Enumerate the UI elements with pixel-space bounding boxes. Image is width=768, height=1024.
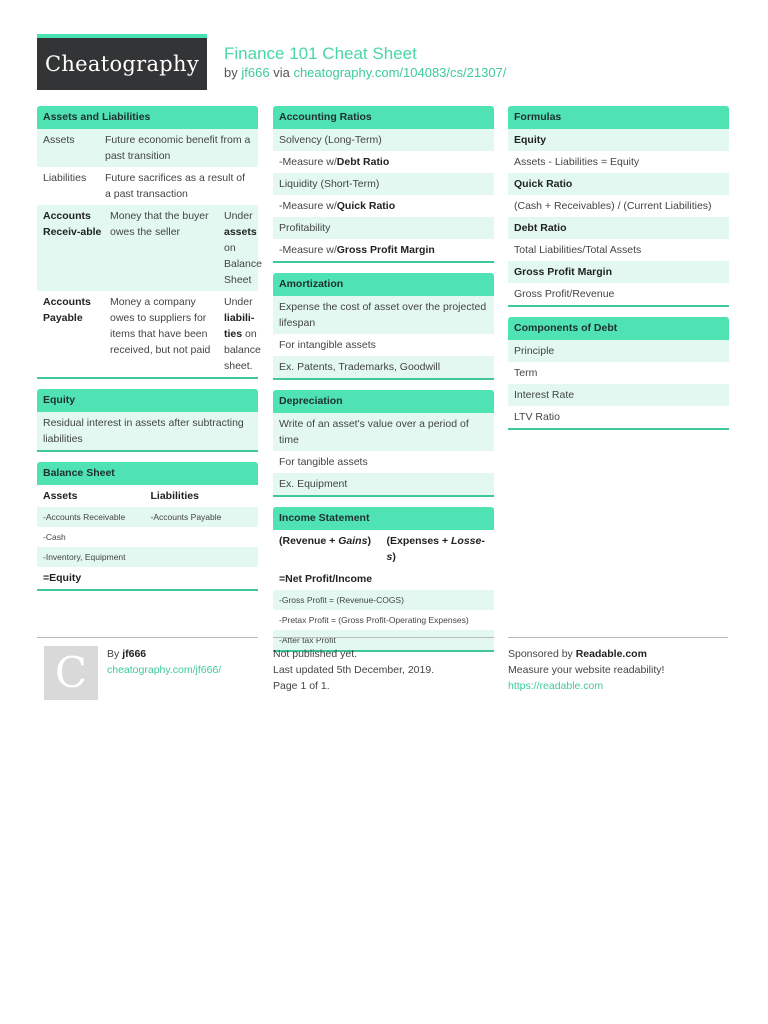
sponsor-line: Sponsored by Readable.com [508, 648, 647, 660]
footer [37, 637, 728, 707]
column-header: Liabilities [150, 490, 199, 502]
author-profile-link[interactable]: cheatography.com/jf666/ [107, 664, 222, 676]
logo-text: Cheatography [44, 52, 200, 76]
column-2 [273, 106, 494, 662]
by-word: by [224, 65, 238, 80]
table-row: -Cash [43, 532, 66, 542]
byline [224, 65, 506, 80]
footer-sponsor [508, 637, 728, 694]
section-header: Depreciation [273, 390, 494, 413]
table-row [37, 167, 258, 205]
sponsor-name[interactable]: Readable.com [575, 648, 647, 660]
sponsor-tagline: Measure your website readability! [508, 664, 665, 676]
section-header: Components of Debt [508, 317, 729, 340]
list-item: Interest Rate [508, 384, 729, 406]
income-statement-section [273, 507, 494, 652]
section-header: Amortization [273, 273, 494, 296]
cell: -Accounts Payable [150, 512, 222, 522]
amortization-section [273, 273, 494, 380]
section-header: Income Statement [273, 507, 494, 530]
list-item: Total Liabilities/Total Assets [514, 244, 642, 256]
author-link[interactable]: jf666 [241, 65, 270, 80]
list-item: =Net Profit/Income [279, 573, 373, 585]
table-row [273, 530, 494, 568]
definition: Future sacrifices as a result of a past transaction [105, 172, 246, 200]
list-item: Debt Ratio [508, 217, 729, 239]
section-header: Balance Sheet [37, 462, 258, 485]
list-item: Gross Profit/Revenue [514, 288, 615, 300]
table-row [37, 205, 262, 291]
author-name[interactable]: jf666 [122, 648, 147, 660]
avatar[interactable]: C [44, 646, 98, 700]
column-3 [508, 106, 729, 440]
author-line: By jf666 [107, 648, 147, 660]
list-item: Principle [508, 340, 729, 362]
list-item: Expense the cost of asset over the projected lifespan [273, 296, 494, 334]
cell: (Revenue + Gains) [279, 535, 371, 547]
publish-status: Not published yet. [273, 648, 358, 660]
page-number: Page 1 of 1. [273, 680, 330, 692]
footer-meta [273, 637, 494, 694]
list-item: -Measure w/Debt Ratio [279, 156, 390, 168]
equity-section [37, 389, 258, 452]
list-item: (Cash + Receivables) / (Current Liabilities) [514, 200, 712, 212]
definition: Money a company owes to suppliers for items that have been received, but not paid [110, 296, 211, 356]
column-1 [37, 106, 262, 601]
definition: Residual interest in assets after subtracting liabilities [37, 412, 258, 450]
sheet-url-link[interactable]: cheatography.com/104083/cs/21307/ [293, 65, 507, 80]
cell: (Expenses + Losse-s) [386, 535, 485, 563]
table-row: -Inventory, Equipment [37, 547, 258, 567]
table-row [37, 507, 258, 527]
last-updated: Last updated 5th December, 2019. [273, 664, 435, 676]
list-item: -Gross Profit = (Revenue-COGS) [273, 590, 494, 610]
section-header: Equity [37, 389, 258, 412]
list-item: Ex. Equipment [273, 473, 494, 495]
list-item: Ex. Patents, Trademarks, Goodwill [273, 356, 494, 378]
list-item: Write of an asset's value over a period of time [273, 413, 494, 451]
list-item: Assets - Liabilities = Equity [514, 156, 640, 168]
debt-section [508, 317, 729, 430]
cheatography-logo[interactable] [37, 34, 207, 90]
table-header-row [37, 485, 258, 507]
column-header: Assets [43, 490, 78, 502]
formulas-section [508, 106, 729, 307]
table-row: =Equity [43, 572, 82, 584]
sponsor-link[interactable]: https://readable.com [508, 680, 604, 692]
list-item: -Measure w/Gross Profit Margin [279, 244, 435, 256]
footer-author [37, 637, 258, 708]
list-item: -Measure w/Quick Ratio [279, 200, 396, 212]
list-item: Gross Profit Margin [508, 261, 729, 283]
section-header: Assets and Liabilities [37, 106, 258, 129]
definition: Future economic benefit from a past transition [105, 134, 251, 162]
footer-author-info [107, 646, 221, 678]
term: Accounts Payable [43, 296, 91, 324]
section-header: Accounting Ratios [273, 106, 494, 129]
list-item: -After tax Profit [273, 630, 494, 650]
assets-liabilities-section [37, 106, 262, 379]
balance-sheet-section [37, 462, 258, 591]
list-item: Liquidity (Short-Term) [273, 173, 494, 195]
note: Under liabili-ties on balance sheet. [224, 296, 261, 372]
list-item: Profitability [273, 217, 494, 239]
definition: Money that the buyer owes the seller [110, 210, 209, 238]
list-item: Quick Ratio [508, 173, 729, 195]
table-row [37, 291, 261, 377]
list-item: For tangible assets [279, 456, 368, 468]
table-row [37, 129, 258, 167]
list-item: For intangible assets [279, 339, 376, 351]
term: Assets [43, 134, 75, 146]
note: Under assets on Balance Sheet [224, 210, 262, 286]
term: Liabilities [43, 172, 87, 184]
term: Accounts Receiv-able [43, 210, 102, 238]
list-item: Equity [508, 129, 729, 151]
cell: -Accounts Receivable [43, 512, 126, 522]
list-item: Solvency (Long-Term) [273, 129, 494, 151]
list-item: LTV Ratio [514, 411, 560, 423]
depreciation-section [273, 390, 494, 497]
via-word: via [273, 65, 290, 80]
ratios-section [273, 106, 494, 263]
list-item: Term [514, 367, 538, 379]
section-header: Formulas [508, 106, 729, 129]
list-item: -Pretax Profit = (Gross Profit-Operating Expenses) [279, 615, 469, 625]
page-title: Finance 101 Cheat Sheet [224, 44, 417, 63]
